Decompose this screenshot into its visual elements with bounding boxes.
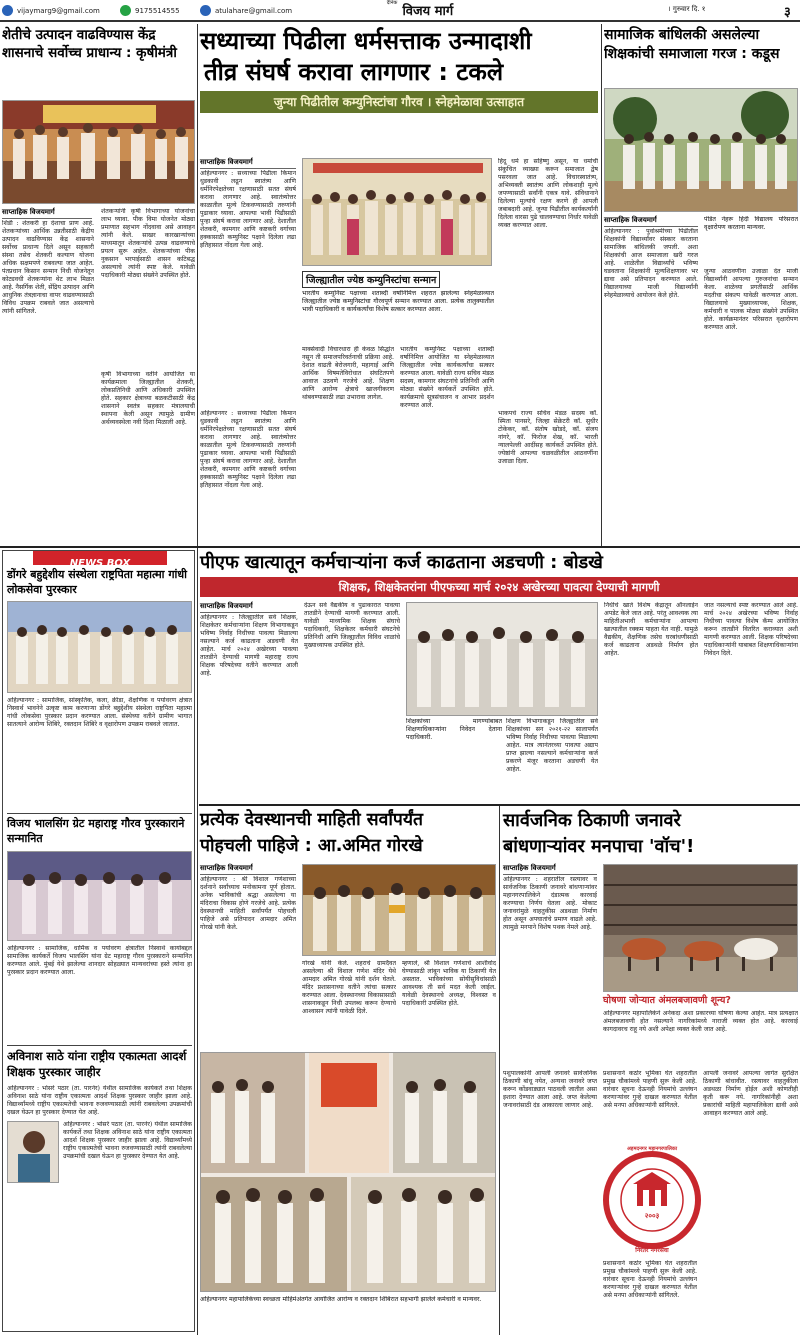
newsbox-text-2: अहिल्यानगर : सामाजिक, धार्मिक व पर्यावरण क्षेत्रातील निस्वार्थ कार्याबद्दल सामाजिक कार्यकर्ते विजय भालसिंग यांना ग्रेट महाराष्ट्र गौरव पुरस्काराने सन्मानित करण्यात आले. मुंबई येथे झालेल्या शानदार सोहळ्यात मान्यवरांच्या हस्ते त्यांना हा पुरस्कार प्रदान करण्यात आला. [7,945,192,976]
cattle-headline-2: बांधणाऱ्यांवर मनपाचा 'वॉच'! [503,836,695,857]
newsbox-headline-1: डोंगरे बहुद्देशीय संस्थेला राष्ट्रपिता महात्मा गांधी लोकसेवा पुरस्कार [7,568,187,596]
header-date: । गुरुवार दि. १ [668,5,706,13]
kadus-headline: सामाजिक बांधिलकी असलेल्या शिक्षकांची समाजाला गरज : कडूस [604,27,780,62]
cattle-col-4: आपली जनावरे आपल्या जागेत सुरक्षित ठिकाणी बांधावीत. रस्त्यावर वाहतुकीला अडथळा निर्माण होईल अशी कोणतीही कृती करू नये. नागरिकांनीही अशा प्रकारांची माहिती महापालिकेला द्यावी असे आवाहन करण्यात आले आहे. [703,1070,798,1117]
gorkhe-col-2: गोरखे यांनी केले. शहराचे ग्रामदैवत असलेल्या श्री विशाल गणेश मंदिर येथे आमदार अमित गोरखे यांनी दर्शन घेतले. मंदिर प्रशासनाच्या वतीने त्यांचा सत्कार करण्यात आला. देवस्थानच्या विकासासाठी शासनाकडून निधी उपलब्ध करून देण्याचे आश्वासन त्यांनी यावेळी दिले. [302,960,396,1015]
mail-icon [200,5,211,16]
agri-col-3: कृषी विभागाच्या वतीने आयोजित या कार्यक्रमाला जिल्ह्यातील शेतकरी, लोकप्रतिनिधी आणि अधिकारी उपस्थित होते. सहकार क्षेत्राच्या बळकटीसाठी केंद्र शासनाने स्वतंत्र सहकार मंत्रालयाची स्थापना केली असून त्यामुळे ग्रामीण अर्थव्यवस्थेला नवी दिशा मिळाली आहे. [101,371,195,426]
gorkhe-bottom-photo [200,1052,496,1292]
takle-col-5: भाकपचे राज्य सचिव मंडळ सदस्य कॉ. स्मिता पानसरे, जिल्हा सेक्रेटरी कॉ. सुधीर टोकेकर, कॉ. संतोष खोडदे, कॉ. संजय नांगरे, कॉ. फिरोज शेख, कॉ. भारती न्यालपेल्ली आदींसह कार्यकर्ते उपस्थित होते. ज्येष्ठांनी आपल्या चळवळीतील आठवणींना उजाळा दिला. [498,410,598,465]
article-agri-minister [2,26,195,544]
newsbox-photo-2 [7,851,192,941]
mnc-seal [603,1144,701,1256]
agri-photo [2,100,195,204]
pf-photo [406,602,598,716]
agri-col-1: शिर्डी : शेतकरी हा देशाचा प्राण आहे. शेतकऱ्यांच्या आर्थिक उन्नतीसाठी केंद्रीय उत्पादन वाढविण्यास केंद्र शासनाने सर्वोच्च प्राधान्य दिले असून सहकारी संस्था तसेच शेतकरी कल्याण योजना अधिक सक्षमपणे राबवल्या जात आहेत. पंतप्रधान किसान सन्मान निधी योजनेतून कोट्यवधी शेतकऱ्यांना थेट लाभ मिळत आहे. नैसर्गिक शेती, सेंद्रिय उत्पादन आणि आधुनिक तंत्रज्ञानाचा वापर वाढवण्यासाठी विविध उपक्रम राबवले जात असल्याचे त्यांनी सांगितले. [2,220,94,315]
cattle-headline-1: सार्वजनिक ठिकाणी जनावरे [503,810,681,831]
cattle-photo [603,864,798,992]
newsbox-photo-1 [7,601,192,693]
cattle-byline: साप्ताहिक विजयमार्ग [503,864,597,875]
kadus-photo [604,88,798,212]
kadus-col-2: जुन्या आठवणींना उजाळा देत माजी विद्यार्थ्यांनी आपल्या गुरुजनांचा सन्मान केला. शाळेच्या प्रगतीसाठी आर्थिक मदतीचा संकल्प यावेळी करण्यात आला. विद्यालयाचे मुख्याध्यापक, शिक्षक, कर्मचारी व पालक मोठ्या संख्येने उपस्थित होते. कार्यक्रमानंतर परिसरात वृक्षारोपण करण्यात आले. [704,268,798,331]
news-box-badge: NEWS BOX [33,551,167,565]
pf-col-4: निधीचे खाते विशेष केंद्रातून ऑनलाईन अपडेट केले जात आहे. परंतु आवश्यक त्या माहितीअभावी कर्मचाऱ्यांना आपल्या खात्यातील रक्कम पाहता येत नाही. यामुळे वैद्यकीय, शैक्षणिक तसेच घरबांधणीसाठी कर्ज काढताना अडथळे निर्माण होत आहेत. [604,602,698,657]
mnc-seal-year: २००३ [644,1212,660,1220]
cattle-photo-caption: घोषणा जोऱ्यात अंमलबजावणी शून्य? [603,995,731,1006]
whatsapp-icon [120,5,131,16]
header-email-1: vijaymarg9@gmail.com [2,5,100,16]
article-gorkhe [200,808,496,1334]
news-box [2,550,195,1332]
article-kadus [604,26,798,544]
kadus-byline: साप्ताहिक विजयमार्ग [604,216,698,227]
newsbox-headline-3: अविनाश साठे यांना राष्ट्रीय एकात्मता आदर्श शिक्षक पुरस्कार जाहीर [7,1045,192,1080]
takle-col-3: मार्क्सवादी विचारधारा ही केवळ सिद्धांत नसून ती समाजपरिवर्तनाची प्रक्रिया आहे. देशात वाढती बेरोजगारी, महागाई आणि आर्थिक विषमतेविरोधात संघटितपणे आवाज उठवणे गरजेचे आहे. शिक्षण आणि आरोग्य क्षेत्राचे खाजगीकरण थांबवण्यासाठी लढा उभारावा लागेल. [302,346,394,401]
pf-headline: पीएफ खात्यातून कर्मचाऱ्यांना कर्ज काढताना अडचणी : बोडखे [200,552,603,573]
newsbox-photo-3 [7,1121,59,1183]
agri-byline: साप्ताहिक विजयमार्ग [2,208,92,219]
pf-col-2: देऊन सर्व वैद्यकीय व पुढाकारात पावत्या तातडीने देण्याची मागणी करण्यात आली. यावेळी माध्यमिक शिक्षक संघाचे पदाधिकारी, शिक्षकेतर कर्मचारी संघटनेचे प्रतिनिधी आणि जिल्ह्यातील विविध शाळांचे मुख्याध्यापक उपस्थित होते. [304,602,400,649]
mnc-seal-name: अहमदनगर महानगरपालिका [626,1146,678,1152]
newsbox-text-3b: अहिल्यानगर : भोसरे पठार (ता. पारनेर) येथील सामाजिक कार्यकर्ते तथा शिक्षक अविनाश साठे यांना राष्ट्रीय एकात्मता आदर्श शिक्षक पुरस्कार जाहीर झाला आहे. विद्यार्थ्यांमध्ये राष्ट्रीय एकात्मतेची भावना रुजवण्यासाठी त्यांनी राबवलेल्या उपक्रमांची दखल घेऊन हा पुरस्कार देण्यात येत आहे. [63,1121,192,1160]
takle-photo [302,158,492,266]
article-pf [200,550,798,802]
gorkhe-byline: साप्ताहिक विजयमार्ग [200,864,296,875]
mnc-seal-graphic [603,1144,701,1256]
takle-col-2: हिंदू धर्म हा सहिष्णु असून, या धर्माची संकुचित व्याख्या करून समाजात द्वेष पसरवला जात आहे. विचारस्वातंत्र्य, अभिव्यक्ती स्वातंत्र्य आणि लोकशाही मूल्ये जपण्यासाठी सर्वांनी एकत्र यावे. संविधानाने दिलेल्या मूल्यांचे रक्षण करणे ही आपली जबाबदारी आहे. जुन्या पिढीतील कार्यकर्त्यांनी दिलेला वारसा पुढे चालवण्याचा निर्धार यावेळी व्यक्त करण्यात आला. [498,158,598,229]
cattle-col-2: पशुपालकांनी आपली जनावरे सार्वजनिक ठिकाणी बांधू नयेत, अन्यथा जनावरे जप्त करून कोंडवाड्यात पाठवली जातील असा इशारा देण्यात आला आहे. जप्त केलेल्या जनावरांसाठी दंड आकारला जाणार आहे. [503,1070,597,1109]
cattle-col-3b: प्रशासनाने कठोर भूमिका घेत शहरातील प्रमुख चौकांमध्ये पाहणी सुरू केली आहे. वारंवार सूचना देऊनही नियमांचे उल्लंघन करणाऱ्यांवर गुन्हे दाखल करण्यात येतील असे मनपा अधिकाऱ्यांनी सांगितले. [603,1260,697,1299]
masthead: $^{दैनिक}$ विजय मार्ग [386,0,454,19]
newsbox-headline-2: विजय भालसिंग ग्रेट महाराष्ट्र गौरव पुरस्काराने सन्मानित [7,813,192,846]
pf-col-5: जात नसल्याचे स्पष्ट करण्यात आले आहे. मार्च २०२४ अखेरच्या भविष्य निर्वाह निधीच्या पावत्या विशेष कॅम्प आयोजित करून तातडीने वितरित कराव्यात अशी मागणी करण्यात आली. शिक्षक परिषदेच्या पदाधिकाऱ्यांनी याबाबत शिक्षणाधिकाऱ्यांना निवेदन दिले. [704,602,798,657]
kadus-col-1: अहिल्यानगर : पुर्वाश्रमीच्या पिढीतील शिक्षकांनी विद्यार्थ्यांवर संस्कार करताना सामाजिक बांधिलकी जपली. अशा शिक्षकांची आज समाजाला खरी गरज आहे. शाळेतील विद्यार्थ्यांचे भविष्य घडवताना शिक्षकांनी मूल्यशिक्षणावर भर द्यावा असे प्रतिपादन करण्यात आले. विद्यालयाच्या माजी विद्यार्थ्यांनी स्नेहमेळाव्याचे आयोजन केले होते. [604,228,698,299]
takle-col-1: अहिल्यानगर : सध्याच्या पिढीला किमान धुडकावी लढून स्वातंत्र्य आणि धर्मनिरपेक्षतेच्या रक्षणासाठी सतत संघर्ष करावा लागणार आहे. स्वातंत्र्योत्तर काळातील मूल्ये टिकवण्यासाठी तरुणांनी पुढाकार घ्यावा. आपल्या भावी पिढीसाठी पुन्हा संघर्ष करावा लागणार आहे. देशातील शेतकरी, कामगार आणि कष्टकरी वर्गाच्या हक्कासाठी कम्युनिस्ट पक्षाने दिलेला लढा इतिहासात नोंदला गेला आहे. [200,170,296,249]
cattle-col-1: अहिल्यानगर : शहरातील रस्त्यावर व सार्वजनिक ठिकाणी जनावरे बांधणाऱ्यांवर महानगरपालिकेने दंडात्मक कारवाई करण्याचा निर्णय घेतला आहे. मोकाट जनावरांमुळे वाहतुकीस अडथळा निर्माण होत असून अपघातांचे प्रमाण वाढले आहे. त्यामुळे मनपाने विशेष पथक नेमले आहे. [503,876,597,931]
article-cattle [503,808,798,1334]
takle-col-1b: अहिल्यानगर : सध्याच्या पिढीला किमान धुडकावी लढून स्वातंत्र्य आणि धर्मनिरपेक्षतेच्या रक्षणासाठी सतत संघर्ष करावा लागणार आहे. स्वातंत्र्योत्तर काळातील मूल्ये टिकवण्यासाठी तरुणांनी पुढाकार घ्यावा. आपल्या भावी पिढीसाठी पुन्हा संघर्ष करावा लागणार आहे. देशातील शेतकरी, कामगार आणि कष्टकरी वर्गाच्या हक्कासाठी कम्युनिस्ट पक्षाने दिलेला लढा इतिहासात नोंदला गेला आहे. [200,410,296,489]
gorkhe-headline-1: प्रत्येक देवस्थानची माहिती सर्वांपर्यंत [200,810,423,830]
gorkhe-headline-2: पोहचली पाहिजे : आ.अमित गोरखे [200,836,423,856]
newsbox-text-1: अहिल्यानगर : सामाजिक, सांस्कृतिक, कला, क्रीडा, शैक्षणिक व पर्यावरण क्षेत्रात निस्वार्थ भावनेने उत्कृष्ट काम करणाऱ्या डोंगरे बहुद्देशीय संस्थेला राष्ट्रपिता महात्मा गांधी लोकसेवा पुरस्कार प्रदान करण्यात आला. संस्थेच्या वतीने ग्रामीण भागात सातत्याने आरोग्य शिबिरे, रक्तदान शिबिरे व वृक्षारोपण उपक्रम राबवले जातात. [7,697,192,728]
gorkhe-photo [302,864,496,956]
header-email-2: atulahare@gmail.com [200,5,292,16]
takle-subheadline: जुन्या पिढीतील कम्युनिस्टांचा गौरव । स्नेहमेळावा उत्साहात [200,91,598,113]
takle-caption: भारतीय कम्युनिस्ट पक्षाच्या शताब्दी वर्षानिमित्त शहरात झालेल्या स्नेहमेळाव्यात जिल्ह्यातील ज्येष्ठ कम्युनिस्टांचा गौरवपूर्ण सन्मान करण्यात आला. प्रत्येक तालुक्यातील भावी पदाधिकारी व कार्यकर्त्यांचा विशेष सत्कार करण्यात आला. [302,290,494,313]
gorkhe-col-3: म्हणाले, श्री विशाल गणेशाचे आशीर्वाद घेण्यासाठी लांबून भाविक या ठिकाणी येत असतात. भाविकांच्या सोयीसुविधांसाठी आवश्यक ती सर्व मदत केली जाईल. यावेळी देवस्थानचे अध्यक्ष, विश्वस्त व पदाधिकारी उपस्थित होते. [402,960,496,1007]
agri-headline: शेतीचे उत्पादन वाढविण्यास केंद्र शासनाचे सर्वोच्च प्राधान्य : कृषीमंत्री [2,27,177,61]
takle-byline: साप्ताहिक विजयमार्ग [200,158,296,169]
pf-photo-caption: शिक्षकांच्या मागण्यांबाबत शिक्षणाधिकाऱ्यांना निवेदन देताना पदाधिकारी. [406,718,502,741]
kadus-photo-caption: पंडित नेहरू हिंदी विद्यालय परिसरात वृक्षारोपण करताना मान्यवर. [704,216,798,231]
cattle-col-3: प्रशासनाने कठोर भूमिका घेत शहरातील प्रमुख चौकांमध्ये पाहणी सुरू केली आहे. वारंवार सूचना देऊनही नियमांचे उल्लंघन करणाऱ्यांवर गुन्हे दाखल करण्यात येतील असे मनपा अधिकाऱ्यांनी सांगितले. [603,1070,697,1109]
pf-byline: साप्ताहिक विजयमार्ग [200,602,296,613]
gorkhe-col-1: अहिल्यानगर : श्री विशाल गणेशाच्या दर्शनाने सर्वांच्याच मनोकामना पूर्ण होतात. अनेक भाविकांची श्रद्धा असलेल्या या मंदिराचा विकास होणे गरजेचे आहे. प्रत्येक देवस्थानची माहिती सर्वांपर्यंत पोहचली पाहिजे असे प्रतिपादन आमदार अमित गोरखे यांनी केले. [200,876,296,931]
article-takle [200,26,598,544]
takle-headline-2: तीव्र संघर्ष करावा लागणार : टकले [204,58,504,86]
newsbox-text-3: अहिल्यानगर : भोसरे पठार (ता. पारनेर) येथील सामाजिक कार्यकर्ते तथा शिक्षक अविनाश साठे यांना राष्ट्रीय एकात्मता आदर्श शिक्षक पुरस्कार जाहीर झाला आहे. विद्यार्थ्यांमध्ये राष्ट्रीय एकात्मतेची भावना रुजवण्यासाठी त्यांनी राबवलेल्या उपक्रमांची दखल घेऊन हा पुरस्कार देण्यात येत आहे. [7,1085,192,1116]
mnc-seal-motto: निरंतर नगरसेवा [635,1247,669,1254]
agri-col-2: शेतकऱ्यांनी कृषी विभागाच्या योजनांचा लाभ घ्यावा. पीक विमा योजनेत मोठ्या प्रमाणात सहभाग नोंदवावा असे आवाहन त्यांनी केले. साखर कारखान्यांच्या माध्यमातून शेतकऱ्यांचे उत्पन्न वाढवण्याचे प्रयत्न सुरू आहेत. शेतकऱ्यांच्या पीक नुकसान भरपाईसाठी शासन कटिबद्ध असल्याचे त्यांनी स्पष्ट केले. यावेळी पदाधिकारी मोठ्या संख्येने उपस्थित होते. [101,208,195,279]
takle-caption-box [302,268,494,340]
takle-headline-1: सध्याच्या पिढीला धर्मसत्ताक उन्मादाशी [200,27,532,55]
pf-subheadline: शिक्षक, शिक्षकेतरांना पीएफच्या मार्च २०२४ अखेरच्या पावत्या देण्याची मागणी [200,577,798,597]
pf-col-1: अहिल्यानगर : जिल्ह्यातील सर्व शिक्षक, शिक्षकेतर कर्मचाऱ्यांना शिक्षण विभागाकडून भविष्य निर्वाह निधीच्या पावत्या मिळाल्या नसल्याने कर्ज काढताना अडचणी येत आहेत. मार्च २०२४ अखेरच्या पावत्या तातडीने देण्याची मागणी महाराष्ट्र राज्य शिक्षक परिषदेच्या वतीने करण्यात आली आहे. [200,614,298,677]
pf-col-3: शिक्षण विभागाकडून जिल्ह्यातील सर्व शिक्षकांच्या सन २०२१-२२ सालापर्यंत भविष्य निर्वाह निधीच्या पावत्या मिळाल्या आहेत. मात्र त्यानंतरच्या पावत्या अद्याप प्राप्त झाल्या नसल्याने कर्मचाऱ्यांना कर्ज प्रकरणे मंजूर करताना अडचणी येत आहेत. [506,718,598,773]
header-phone: 9175514555 [120,5,180,16]
takle-col-4: भारतीय कम्युनिस्ट पक्षाच्या शताब्दी वर्षानिमित्त आयोजित या स्नेहमेळाव्यात जिल्ह्यातील ज्येष्ठ कार्यकर्त्यांचा सत्कार करण्यात आला. यावेळी राज्य सचिव मंडळ सदस्य, कामगार संघटनांचे प्रतिनिधी आणि मोठ्या संख्येने कार्यकर्ते उपस्थित होते. कार्यक्रमाचे सूत्रसंचालन व आभार प्रदर्शन करण्यात आले. [400,346,494,409]
gorkhe-bottom-caption: अहिल्यानगर महापालिकेच्या स्वच्छता मोहिमेअंतर्गत आयोजित आरोग्य व रक्तदान शिबिरात सहभागी झालेले कर्मचारी व मान्यवर. [200,1296,482,1303]
mail-icon [2,5,13,16]
takle-caption-title: जिल्ह्यातील ज्येष्ठ कम्युनिस्टांचा सन्मान [302,271,440,288]
cattle-photo-text: अहिल्यानगर महापालिकेने अनेकदा अशा प्रकारच्या घोषणा केल्या आहेत. मात्र प्रत्यक्षात अंमलबजावणी होत नसल्याने नागरिकांमध्ये नाराजी व्यक्त होत आहे. कारवाई कागदावरच राहू नये अशी अपेक्षा व्यक्त केली जात आहे. [603,1010,798,1033]
page-number: ३ [784,5,791,20]
header-bar [0,0,800,22]
